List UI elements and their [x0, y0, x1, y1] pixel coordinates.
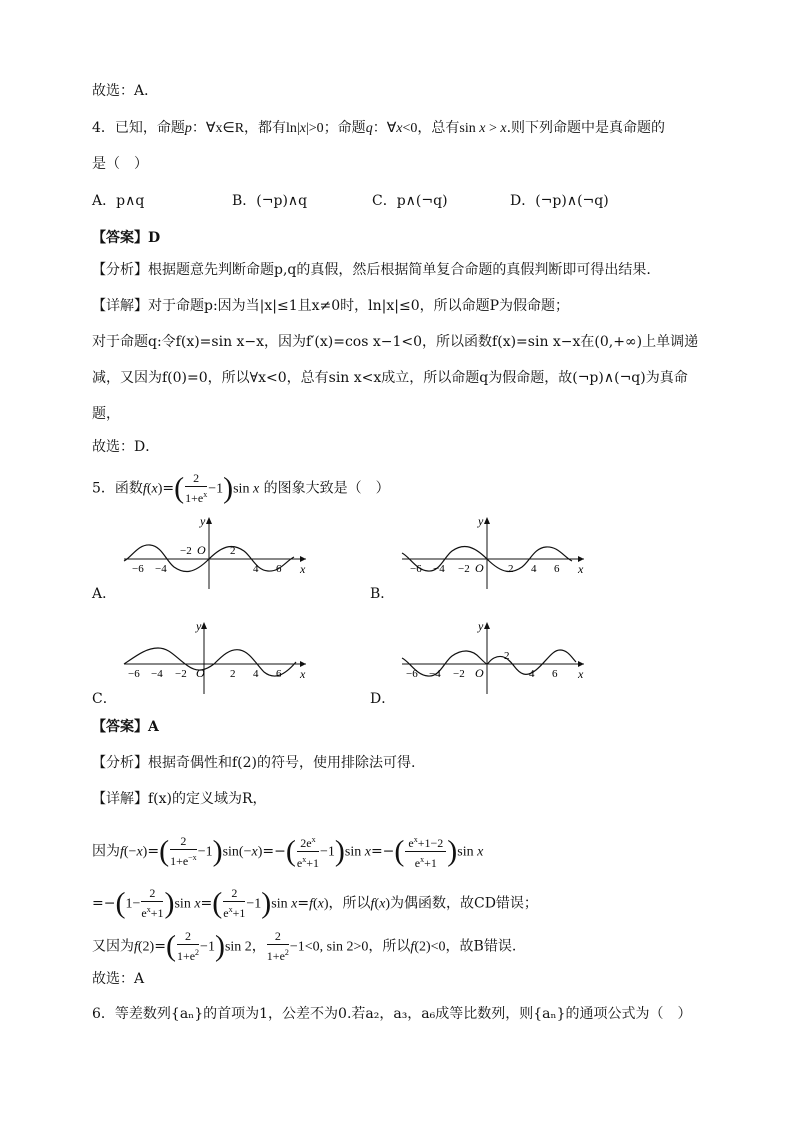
q4-detail3: 减，又因为f(0)=0，所以∀x<0，总有sin x<x成立，所以命题q为假命题，故(¬p)∧(¬q)为真命 — [92, 370, 688, 386]
q5-detail4: 又因为f(2)=( $\frac{2}{1+e^2}$ −1)sin 2， $\frac{2}{1+e^2}$ −1<0, sin 2>0，所以f(2)<0，故B错误. — [92, 929, 517, 963]
graph-c-origin: O — [196, 666, 205, 680]
graph-c-y-arrow — [201, 622, 207, 629]
q4-select: 故选：D． — [92, 439, 160, 455]
q6-stem: 6．等差数列{aₙ}的首项为1，公差不为0.若a₂，a₃，a₆成等比数列，则{aₙ}的通项公式为（ ） — [92, 1006, 692, 1022]
q5-select: 故选：A — [92, 971, 145, 987]
q4-detail1: 【详解】对于命题p:因为当|x|≤1且x≠0时，ln|x|≤0，所以命题P为假命题； — [92, 298, 570, 314]
q4-analysis: 【分析】根据题意先判断命题p,q的真假，然后根据简单复合命题的真假判断即可得出结果. — [92, 262, 651, 278]
graph-a-tick: 2 — [230, 545, 236, 557]
graph-d-y-arrow — [484, 622, 490, 629]
graph-c-tick: 4 — [253, 668, 259, 680]
graph-b-tick: −4 — [433, 563, 445, 575]
graph-d-tick: −6 — [406, 668, 418, 680]
q5-detail1: 【详解】f(x)的定义域为R， — [92, 791, 267, 807]
q4-option-c — [372, 190, 448, 212]
graph-c-tick: −4 — [151, 668, 163, 680]
graph-d-tick: −2 — [453, 668, 465, 680]
q4-option-d — [510, 190, 609, 212]
q5-analysis: 【分析】根据奇偶性和f(2)的符号，使用排除法可得. — [92, 755, 416, 771]
graph-a-tick: −6 — [132, 563, 144, 575]
graph-d — [396, 618, 590, 698]
q5-answer: 【答案】A — [92, 719, 159, 735]
graph-d-tick: −4 — [429, 668, 441, 680]
q5-label-c: C． — [92, 691, 117, 707]
q4-option-d-label: D．(¬p)∧(¬q) — [510, 193, 609, 209]
q4-stem-line2 — [92, 153, 148, 175]
q5-detail3: =−(1− $\frac{2}{e^x+1}$ )sin x=( $\frac{2}{e^x+1}$ −1)sin x=f(x)，所以f(x)为偶函数，故CD错误； — [92, 886, 538, 920]
q4-option-a — [92, 190, 144, 212]
graph-a-y-label: y — [200, 514, 206, 528]
q4-option-c-label: C．p∧(¬q) — [372, 193, 448, 209]
graph-c-curve — [124, 648, 296, 676]
graph-b-tick: −2 — [458, 563, 470, 575]
graph-b-y-arrow — [484, 517, 490, 524]
graph-c-tick: 2 — [230, 668, 236, 680]
q5-detail2: 因为f(−x)=( $\frac{2}{1+e^{-x}}$ −1)sin(−x)=−( $\frac{2e^x}{e^x+1}$ −1)sin x=−( $\frac{e^x+1-2}{e^x+1}$ )sin x — [92, 834, 484, 870]
graph-c-tick: −2 — [175, 668, 187, 680]
q4-option-b-label: B．(¬p)∧q — [232, 193, 308, 209]
graph-a-x-label: x — [300, 562, 306, 576]
graph-c-tick: 6 — [276, 668, 282, 680]
q4-detail4: 题， — [92, 406, 120, 422]
q5-stem: 5．函数f(x)=( $\frac{2}{1+e^x}$ −1)sin x 的图象大致是（ ） — [92, 471, 390, 505]
graph-b-y-label: y — [478, 514, 484, 528]
graph-a-tick: 6 — [276, 563, 282, 575]
graph-a — [118, 513, 312, 593]
graph-a-tick: −2 — [180, 545, 192, 557]
graph-b-x-label: x — [578, 562, 584, 576]
graph-a-tick: −4 — [155, 563, 167, 575]
q5-label-d: D． — [370, 691, 396, 707]
q4-stem-line1: 4．已知，命题p：∀x∈R，都有ln|x|>0；命题q：∀x<0，总有sin x > x.则下列命题中是真命题的 — [92, 120, 666, 136]
q4-answer: 【答案】D — [92, 230, 161, 246]
graph-b-tick: 6 — [554, 563, 560, 575]
graph-c — [118, 618, 312, 698]
graph-d-x-label: x — [578, 667, 584, 681]
graph-c-y-label: y — [196, 619, 202, 633]
q5-label-a: A． — [92, 586, 117, 602]
q4-option-b — [232, 190, 307, 212]
graph-c-x-label: x — [300, 667, 306, 681]
graph-a-origin: O — [197, 543, 206, 557]
prev-select-line — [92, 80, 158, 102]
graph-b-tick: −6 — [410, 563, 422, 575]
graph-d-tick: 2 — [504, 650, 510, 662]
prev-select: 故选：A． — [92, 83, 159, 99]
q4-stem2: 是（ ） — [92, 156, 148, 172]
graph-b-origin: O — [475, 561, 484, 575]
graph-d-tick: 4 — [529, 668, 535, 680]
graph-d-tick: 6 — [552, 668, 558, 680]
graph-d-y-label: y — [478, 619, 484, 633]
graph-a-y-arrow — [206, 517, 212, 524]
q4-option-a-label: A．p∧q — [92, 193, 145, 209]
graph-b-tick: 2 — [508, 563, 514, 575]
q5-label-b: B． — [370, 586, 395, 602]
q4-detail2: 对于命题q:令f(x)=sin x−x，因为f′(x)=cos x−1<0，所以函数f(x)=sin x−x在(0,+∞)上单调递 — [92, 334, 699, 350]
graph-a-tick: 4 — [253, 563, 259, 575]
graph-c-tick: −6 — [128, 668, 140, 680]
graph-b-tick: 4 — [531, 563, 537, 575]
graph-d-origin: O — [475, 666, 484, 680]
graph-b — [396, 513, 590, 593]
